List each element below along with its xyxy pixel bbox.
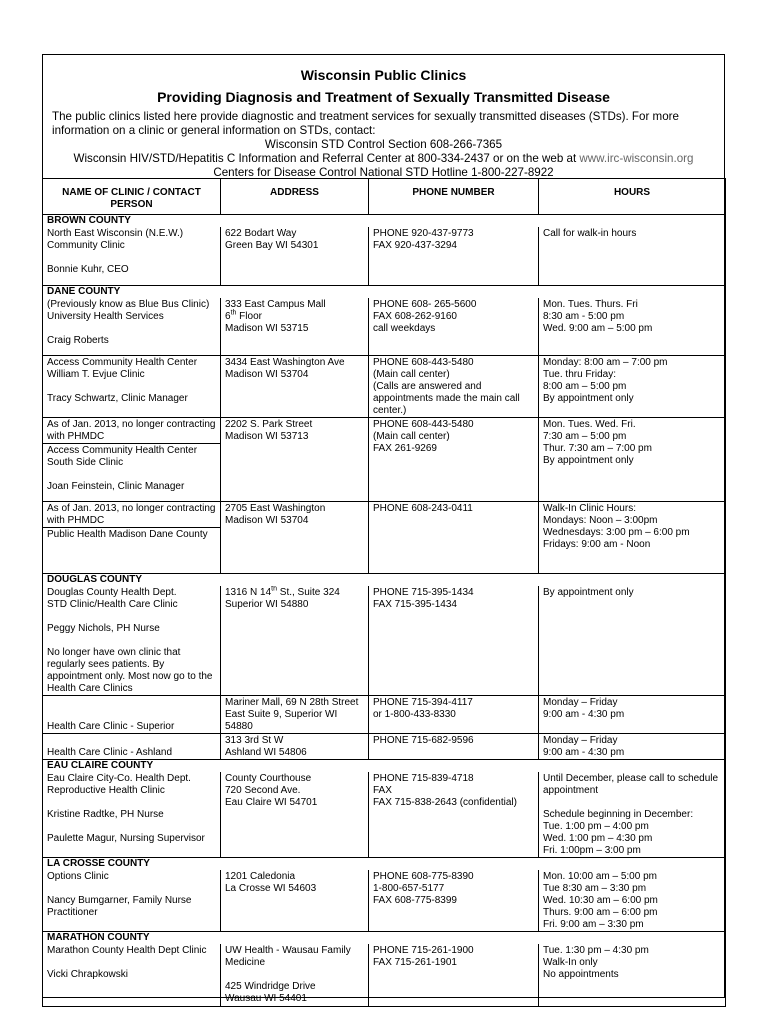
phone-cell: PHONE 608- 265-5600 FAX 608-262-9160 call weekdays [369,298,539,356]
address-cell [221,944,369,1006]
clinic-name: Marathon County Health Dept Clinic [47,945,207,956]
address-line: Madison WI 53715 [225,322,309,334]
hours-text: Mon. Tues. Wed. Fri. 7:30 am – 5:00 pm Thur. 7:30 am – 7:00 pm By appointment only [543,419,652,466]
table-row [43,586,726,696]
contact-person: Craig Roberts [47,334,109,346]
hours-cell: Tue. 1:30 pm – 4:30 pm Walk-In only No appointments [539,944,726,1006]
hours-cell: Monday – Friday 9:00 am - 4:30 pm [539,696,726,734]
address-cell: 3434 East Washington Ave Madison WI 53704 [221,356,369,418]
county-label: EAU CLAIRE COUNTY [43,760,726,773]
header-name: NAME OF CLINIC / CONTACT PERSON [43,179,221,215]
clinic-name-cell [43,356,221,418]
clinic-name: Douglas County Health Dept. STD Clinic/Health Care Clinic [47,587,178,610]
ordinal-suffix: th [271,586,277,593]
contact-person: Tracy Schwartz, Clinic Manager [47,393,188,404]
phone-cell: PHONE 920-437-9773 FAX 920-437-3294 [369,227,539,285]
header-hours: HOURS [539,179,726,215]
clinic-name: Eau Claire City-Co. Health Dept. Reproductive Health Clinic [47,773,191,796]
hours-cell: Call for walk-in hours [539,227,726,285]
phone-cell: PHONE 715-394-4117 or 1-800-433-8330 [369,696,539,734]
document-title: Wisconsin Public Clinics [300,67,467,83]
clinic-name-cell [43,227,221,285]
clinic-name-cell [43,870,221,932]
table-row [43,418,726,444]
phone-cell: PHONE 608-775-8390 1-800-657-5177 FAX 608-775-8399 [369,870,539,932]
table-row [43,772,726,858]
county-label: BROWN COUNTY [43,215,726,228]
clinic-name-cell [43,586,221,696]
hours-text: Until December, please call to schedule appointment [543,773,719,796]
address-line: Superior WI 54880 [225,599,309,610]
contact-person: Nancy Bumgarner, Family Nurse Practitioner [47,895,192,918]
address-text: 2202 S. Park Street Madison WI 53713 [225,419,313,442]
address-line: 333 East Campus Mall [225,298,326,310]
address-line: 1316 N 14 [225,587,272,598]
address-line: Floor [236,310,262,322]
hours-text: Schedule beginning in December: Tue. 1:00 pm – 4:00 pm Wed. 1:00 pm – 4:30 pm Fri. 1:00pm – 3:00 pm [543,809,694,856]
hours-cell: Monday: 8:00 am – 7:00 pm Tue. thru Friday: 8:00 am – 5:00 pm By appointment only [539,356,726,418]
clinic-name: Access Community Health Center William T. Evjue Clinic [47,357,198,380]
address-line: UW Health - Wausau Family Medicine [225,945,351,968]
clinic-name-cell [43,944,221,1006]
empty-cell [369,502,539,574]
clinic-name-cell [43,444,221,502]
clinic-name: North East Wisconsin (N.E.W.) Community Clinic [47,228,184,251]
empty-cell [539,502,726,574]
hours-cell: Monday – Friday 9:00 am - 4:30 pm [539,734,726,760]
phone-cell: PHONE 715-261-1900 FAX 715-261-1901 [369,944,539,1006]
contact-std-section: Wisconsin STD Control Section 608-266-7365 [264,138,503,151]
clinic-name: Health Care Clinic - Superior [47,721,175,732]
header-phone: PHONE NUMBER [369,179,539,215]
clinic-name-cell [43,772,221,858]
county-label: LA CROSSE COUNTY [43,858,726,871]
contact-hiv-text: Wisconsin HIV/STD/Hepatitis C Information and Referral Center at 800-334-2437 or on the web at [73,152,577,165]
hours-cell: Mon. Tues. Thurs. Fri 8:30 am - 5:00 pm Wed. 9:00 am – 5:00 pm [539,298,726,356]
county-row-dane [43,285,726,298]
hours-cell: Mon. 10:00 am – 5:00 pm Tue 8:30 am – 3:30 pm Wed. 10:30 am – 6:00 pm Thurs. 9:00 am – 6:00 pm Fri. 9:00 am – 3:30 pm [539,870,726,932]
address-cell [221,586,369,696]
address-cell [221,298,369,356]
table-row [43,227,726,285]
table-row [43,356,726,418]
address-line: St., Suite 324 [277,587,340,598]
contact-person: Joan Feinstein, Clinic Manager [47,481,185,492]
empty-cell [221,502,369,574]
table-row [43,696,726,734]
hours-cell [539,772,726,858]
county-label: MARATHON COUNTY [43,932,726,945]
address-cell: 622 Bodart Way Green Bay WI 54301 [221,227,369,285]
address-text: 2705 East Washington Madison WI 53704 [225,503,326,526]
county-row-douglas [43,574,726,587]
address-line: 6 [225,310,231,322]
county-row-brown [43,215,726,228]
phone-text: PHONE 608-243-0411 [373,503,473,514]
table-row [43,298,726,356]
phone-cell: PHONE 715-682-9596 [369,734,539,760]
county-row-marathon [43,932,726,945]
contact-web-link[interactable]: www.irc-wisconsin.org [579,152,694,165]
table-row [43,870,726,932]
address-cell: 313 3rd St W Ashland WI 54806 [221,734,369,760]
clinic-document [42,54,725,1004]
contact-hiv-center [43,152,724,166]
address-cell: County Courthouse 720 Second Ave. Eau Claire WI 54701 [221,772,369,858]
phone-cell: PHONE 715-839-4718 FAX FAX 715-838-2643 (confidential) [369,772,539,858]
intro-paragraph: The public clinics listed here provide diagnostic and treatment services for sexually transmitted diseases (STDs). For more information on a clinic or general information on STDs, contact: [52,110,679,137]
clinic-name: Health Care Clinic - Ashland [47,747,173,758]
contact-person: Peggy Nichols, PH Nurse [47,623,160,634]
contact-person: Bonnie Kuhr, CEO [47,264,129,275]
phone-cell: PHONE 608-443-5480 (Main call center) (Calls are answered and appointments made the main call center.) [369,356,539,418]
empty-cell [539,418,726,502]
contact-cdc-hotline: Centers for Disease Control National STD Hotline 1-800-227-8922 [213,166,554,179]
document-subtitle: Providing Diagnosis and Treatment of Sexually Transmitted Disease [157,89,610,105]
address-line: 425 Windridge Drive Wausau WI 54401 [225,981,316,1004]
clinic-name-cell [43,528,221,574]
hours-text: Walk-In Clinic Hours: Mondays: Noon – 3:00pm Wednesdays: 3:00 pm – 6:00 pm Fridays: 9:00 am - Noon [543,503,690,550]
contact-person: Vicki Chrapkowski [47,969,128,980]
county-label: DOUGLAS COUNTY [43,574,726,587]
hours-cell: By appointment only [539,586,726,696]
empty-cell [369,418,539,502]
clinic-name-cell [43,696,221,734]
address-cell: 1201 Caledonia La Crosse WI 54603 [221,870,369,932]
note-cell: As of Jan. 2013, no longer contracting with PHMDC [43,418,221,444]
clinic-name-cell [43,298,221,356]
table-row [43,944,726,1006]
clinic-name: (Previously know as Blue Bus Clinic) University Health Services [47,298,210,322]
clinic-name: Options Clinic [47,871,109,882]
clinic-name: Public Health Madison Dane County [47,529,208,540]
empty-cell [221,418,369,502]
header-address: ADDRESS [221,179,369,215]
phone-cell: PHONE 715-395-1434 FAX 715-395-1434 [369,586,539,696]
clinic-note: No longer have own clinic that regularly sees patients. By appointment only. Most now go to the Health Care Clinics [47,647,213,694]
phone-text: PHONE 608-443-5480 (Main call center) FAX 261-9269 [373,419,474,454]
county-row-eauclaire [43,760,726,773]
clinic-name: Access Community Health Center South Side Clinic [47,445,198,468]
table-header-row [43,179,726,215]
table-row [43,734,726,760]
county-label: DANE COUNTY [43,285,726,298]
table-row [43,502,726,528]
contact-person: Kristine Radtke, PH Nurse [47,809,164,820]
contact-person: Paulette Magur, Nursing Supervisor [47,833,205,844]
county-row-lacrosse [43,858,726,871]
clinic-table [42,178,726,1007]
clinic-name-cell [43,734,221,760]
address-cell: Mariner Mall, 69 N 28th Street East Suite 9, Superior WI 54880 [221,696,369,734]
ordinal-suffix: th [230,309,237,317]
note-cell: As of Jan. 2013, no longer contracting with PHMDC [43,502,221,528]
